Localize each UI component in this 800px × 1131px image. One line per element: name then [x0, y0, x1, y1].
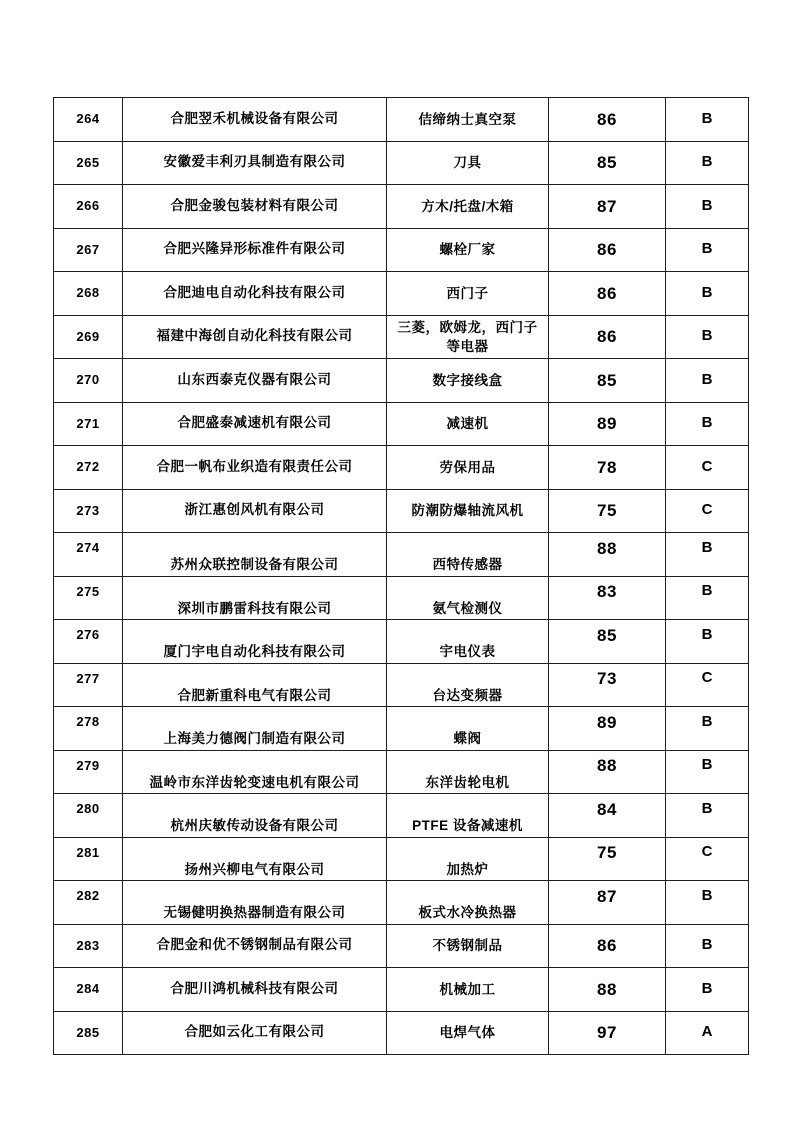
row-number: 275	[76, 583, 100, 599]
product-name: 方木/托盘/木箱	[421, 198, 514, 214]
score-value: 87	[597, 886, 617, 906]
score-value: 78	[597, 457, 617, 477]
grade-value: B	[701, 283, 713, 301]
score-value: 88	[597, 979, 617, 999]
score-value: 97	[597, 1023, 617, 1043]
score-value: 86	[597, 936, 617, 956]
grade-value: B	[701, 712, 713, 730]
product-name: 东洋齿轮电机	[425, 774, 510, 790]
row-number: 267	[76, 241, 100, 257]
grade-value: C	[701, 501, 713, 519]
score-value: 85	[597, 625, 617, 645]
company-name: 苏州众联控制设备有限公司	[170, 557, 339, 573]
product-name: 劳保用品	[439, 459, 496, 475]
table-row	[54, 663, 749, 707]
grade-value: B	[701, 240, 713, 258]
company-name: 合肥新重科电气有限公司	[177, 687, 332, 703]
table-row	[54, 228, 749, 272]
grade-value: C	[701, 843, 713, 861]
table-row	[54, 837, 749, 881]
score-value: 86	[597, 240, 617, 260]
product-name: 刀具	[453, 155, 482, 171]
company-name: 杭州庆敏传动设备有限公司	[170, 818, 339, 834]
product-name: 佶缔纳士真空泵	[418, 111, 517, 127]
company-name: 安徽爱丰利刃具制造有限公司	[163, 154, 346, 170]
product-name: 加热炉	[446, 861, 489, 877]
table-row	[54, 272, 749, 316]
grade-value: C	[701, 457, 713, 475]
company-name: 合肥金骏包装材料有限公司	[170, 197, 339, 213]
row-number: 279	[76, 757, 100, 773]
table-row	[54, 98, 749, 142]
table-row	[54, 794, 749, 838]
row-number: 284	[76, 981, 100, 997]
product-name: 台达变频器	[432, 687, 503, 703]
supplier-evaluation-table	[53, 97, 749, 1055]
row-number: 277	[76, 670, 100, 686]
score-value: 84	[597, 799, 617, 819]
company-name: 合肥盛泰减速机有限公司	[177, 415, 332, 431]
table-row	[54, 446, 749, 490]
product-name: 氨气检测仪	[432, 600, 503, 616]
table-row	[54, 402, 749, 446]
product-name: 机械加工	[439, 981, 496, 997]
company-name: 合肥金和优不锈钢制品有限公司	[156, 937, 353, 953]
grade-value: C	[701, 669, 713, 687]
score-value: 75	[597, 843, 617, 863]
product-name: PTFE 设备减速机	[412, 818, 523, 833]
grade-value: B	[701, 196, 713, 214]
grade-value: B	[701, 582, 713, 600]
company-name: 无锡健明换热器制造有限公司	[163, 905, 346, 921]
row-number: 272	[76, 459, 100, 475]
company-name: 温岭市东洋齿轮变速电机有限公司	[149, 774, 360, 790]
row-number: 269	[76, 328, 100, 344]
grade-value: B	[701, 538, 713, 556]
row-number: 271	[76, 415, 100, 431]
score-value: 85	[597, 370, 617, 390]
company-name: 山东西泰克仪器有限公司	[177, 371, 332, 387]
table-row	[54, 707, 749, 751]
score-value: 88	[597, 538, 617, 558]
row-number: 274	[76, 540, 100, 556]
score-value: 88	[597, 756, 617, 776]
grade-value: B	[701, 886, 713, 904]
grade-value: B	[701, 327, 713, 345]
table-row	[54, 924, 749, 968]
row-number: 268	[76, 285, 100, 301]
row-number: 276	[76, 627, 100, 643]
row-number: 266	[76, 198, 100, 214]
table-row	[54, 315, 749, 359]
product-name: 数字接线盒	[432, 372, 503, 388]
product-name: 螺栓厂家	[439, 242, 496, 258]
product-name: 不锈钢制品	[432, 938, 503, 954]
product-name: 西门子	[446, 285, 489, 301]
table-row	[54, 489, 749, 533]
table-row	[54, 576, 749, 620]
row-number: 270	[76, 372, 100, 388]
company-name: 合肥迪电自动化科技有限公司	[163, 284, 346, 300]
product-name: 三菱，欧姆龙，西门子等电器	[397, 319, 538, 354]
product-name: 电焊气体	[439, 1025, 496, 1041]
row-number: 265	[76, 154, 100, 170]
table-row	[54, 620, 749, 664]
table-row	[54, 750, 749, 794]
score-value: 89	[597, 712, 617, 732]
grade-value: B	[701, 936, 713, 954]
company-name: 合肥一帆布业织造有限责任公司	[156, 458, 353, 474]
score-value: 85	[597, 153, 617, 173]
table-row	[54, 881, 749, 925]
table-row	[54, 141, 749, 185]
score-value: 86	[597, 327, 617, 347]
table-row	[54, 968, 749, 1012]
company-name: 上海美力德阀门制造有限公司	[163, 731, 346, 747]
company-name: 合肥翌禾机械设备有限公司	[170, 110, 339, 126]
score-value: 75	[597, 501, 617, 521]
grade-value: B	[701, 799, 713, 817]
table-row	[54, 1011, 749, 1055]
company-name: 合肥川鸿机械科技有限公司	[170, 980, 339, 996]
table-row	[54, 359, 749, 403]
product-name: 宇电仪表	[439, 644, 496, 659]
company-name: 浙江惠创风机有限公司	[184, 502, 325, 518]
score-value: 83	[597, 582, 617, 602]
score-value: 73	[597, 669, 617, 689]
product-name: 减速机	[446, 416, 489, 432]
company-name: 厦门宇电自动化科技有限公司	[163, 644, 346, 660]
grade-value: B	[701, 979, 713, 997]
row-number: 283	[76, 937, 100, 953]
row-number: 264	[76, 111, 100, 127]
table-row	[54, 533, 749, 577]
document-page-table-area	[53, 97, 748, 1055]
company-name: 深圳市鹏雷科技有限公司	[177, 600, 332, 616]
grade-value: B	[701, 625, 713, 643]
row-number: 281	[76, 844, 100, 860]
score-value: 87	[597, 196, 617, 216]
grade-value: A	[701, 1023, 713, 1041]
score-value: 86	[597, 283, 617, 303]
grade-value: B	[701, 109, 713, 127]
grade-value: B	[701, 153, 713, 171]
grade-value: B	[701, 414, 713, 432]
company-name: 合肥如云化工有限公司	[184, 1024, 325, 1040]
row-number: 273	[76, 502, 100, 518]
row-number: 285	[76, 1024, 100, 1040]
row-number: 282	[76, 888, 100, 904]
score-value: 86	[597, 109, 617, 129]
grade-value: B	[701, 756, 713, 774]
product-name: 蝶阀	[453, 731, 482, 746]
score-value: 89	[597, 414, 617, 434]
grade-value: B	[701, 370, 713, 388]
company-name: 福建中海创自动化科技有限公司	[156, 328, 353, 344]
company-name: 合肥兴隆异形标准件有限公司	[163, 241, 346, 257]
product-name: 西特传感器	[432, 557, 503, 572]
table-row	[54, 185, 749, 229]
product-name: 防潮防爆轴流风机	[411, 503, 524, 519]
product-name: 板式水冷换热器	[418, 905, 517, 920]
company-name: 扬州兴柳电气有限公司	[184, 861, 325, 877]
row-number: 280	[76, 801, 100, 817]
row-number: 278	[76, 714, 100, 730]
